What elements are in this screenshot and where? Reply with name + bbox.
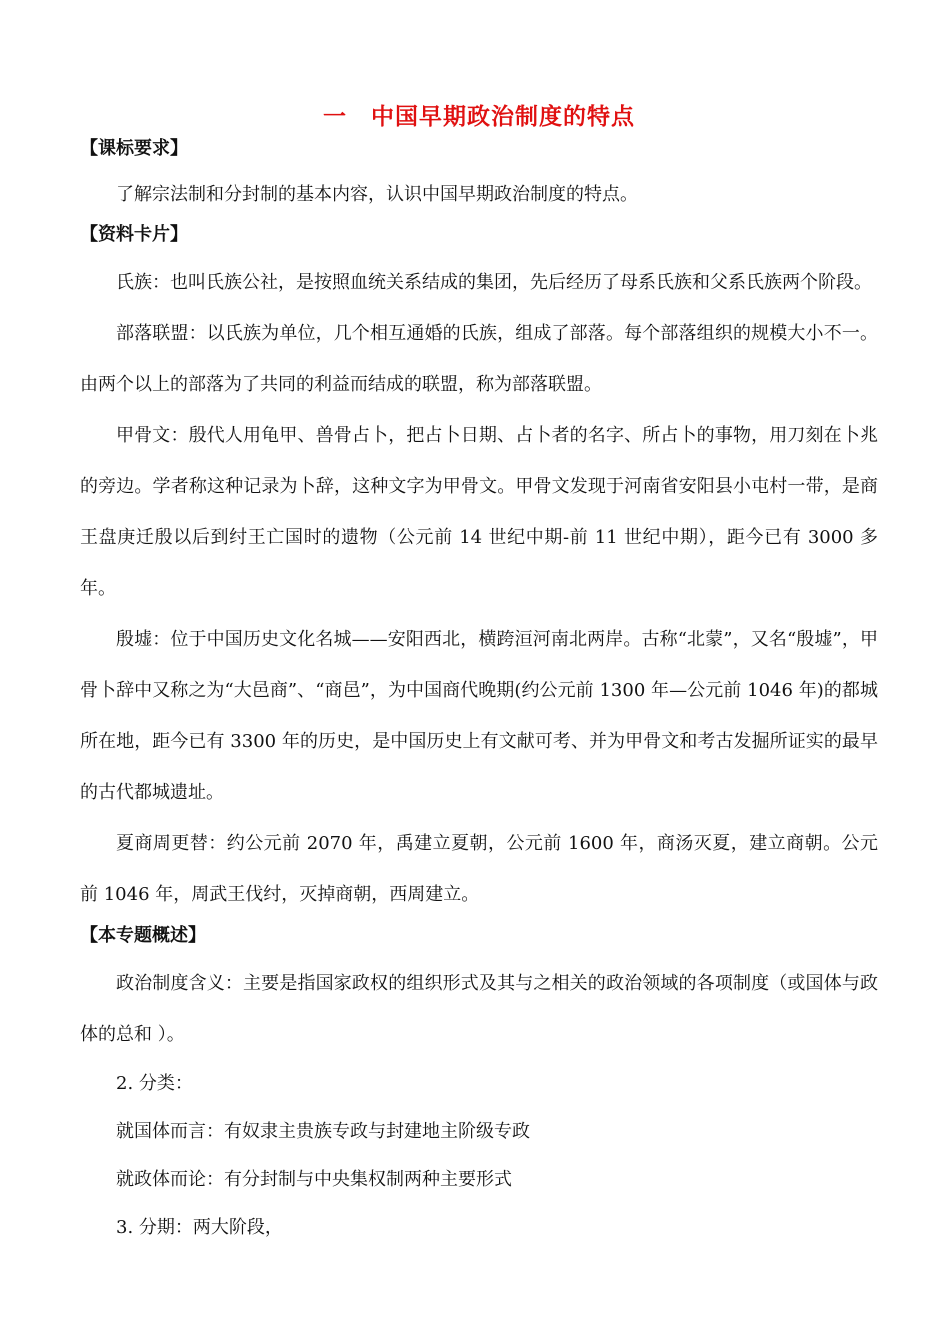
material-item-dynasty-succession: 夏商周更替：约公元前 2070 年，禹建立夏朝，公元前 1600 年，商汤灭夏，建立商朝。公元前 1046 年，周武王伐纣，灭掉商朝，西周建立。 <box>80 833 878 905</box>
material-item-tribal-alliance: 部落联盟：以氏族为单位，几个相互通婚的氏族，组成了部落。每个部落组织的规模大小不一。由两个以上的部落为了共同的利益而结成的联盟，称为部落联盟。 <box>80 323 878 395</box>
overview-government-system: 就政体而论：有分封制与中央集权制两种主要形式 <box>116 1169 512 1190</box>
section-heading-requirements: 【课标要求】 <box>80 138 188 159</box>
requirements-text: 了解宗法制和分封制的基本内容，认识中国早期政治制度的特点。 <box>116 184 638 205</box>
section-heading-materials: 【资料卡片】 <box>80 224 188 245</box>
page-title <box>80 98 878 131</box>
title-text: 中国早期政治制度的特点 <box>371 103 635 130</box>
material-item-yinxu: 殷墟：位于中国历史文化名城——安阳西北，横跨洹河南北两岸。古称“北蒙”，又名“殷墟”，甲骨卜辞中又称之为“大邑商”、“商邑”，为中国商代晚期(约公元前 1300 年—公元前 1046 年)的都城所在地，距今已有 3300 年的历史，是中国历史上有文献可考、并为甲骨文和考古发掘所证实的最早的古代都城遗址。 <box>80 629 878 803</box>
material-item-oracle-bones: 甲骨文：殷代人用龟甲、兽骨占卜，把占卜日期、占卜者的名字、所占卜的事物，用刀刻在卜兆的旁边。学者称这种记录为卜辞，这种文字为甲骨文。甲骨文发现于河南省安阳县小屯村一带，是商王盘庚迁殷以后到纣王亡国时的遗物（公元前 14 世纪中期-前 11 世纪中期），距今已有 3000 多年。 <box>80 425 878 599</box>
title-number: 一 <box>323 103 347 130</box>
overview-state-system: 就国体而言：有奴隶主贵族专政与封建地主阶级专政 <box>116 1121 530 1142</box>
overview-definition: 政治制度含义：主要是指国家政权的组织形式及其与之相关的政治领域的各项制度（或国体与政体的总和 ）。 <box>80 973 878 1045</box>
section-heading-overview: 【本专题概述】 <box>80 925 206 946</box>
overview-periods: 3. 分期：两大阶段， <box>116 1217 283 1238</box>
material-item-clan: 氏族：也叫氏族公社，是按照血统关系结成的集团，先后经历了母系氏族和父系氏族两个阶段。 <box>116 272 872 293</box>
overview-classification-label: 2. 分类： <box>116 1073 193 1094</box>
